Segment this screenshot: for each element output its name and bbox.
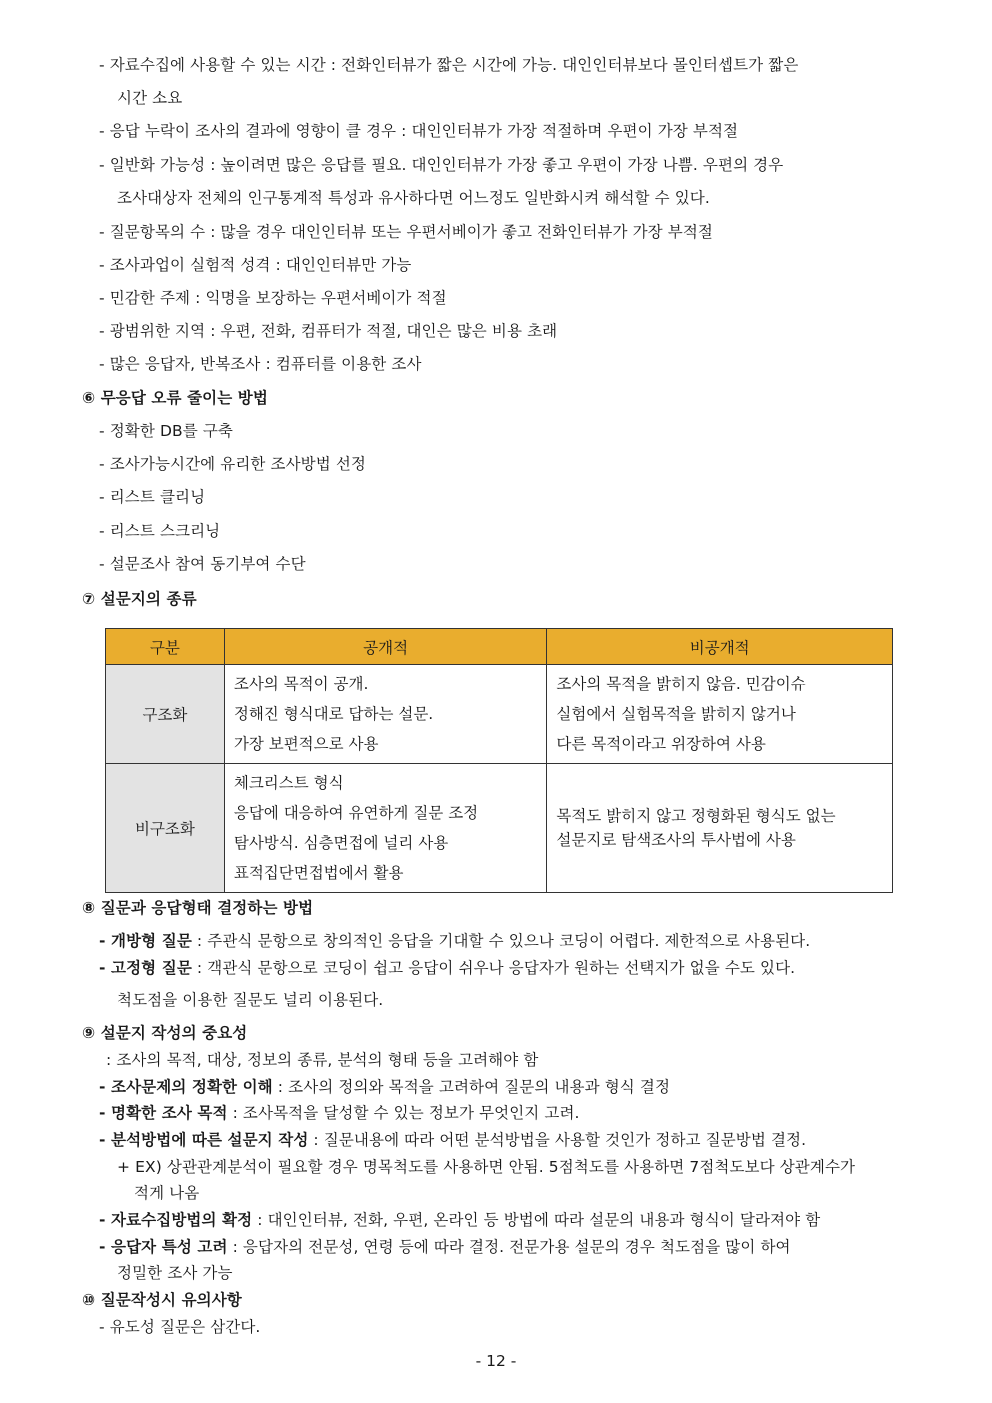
cell-line: 설문지로 탐색조사의 투사법에 사용 [556,831,796,849]
term-label: - 명확한 조사 목적 [99,1104,228,1122]
table-header-cell: 구분 [106,629,225,665]
term-text: : 조사목적을 달성할 수 있는 정보가 무엇인지 고려. [227,1104,580,1122]
list-item: - 리스트 클리닝 [99,488,206,506]
list-item [99,1237,791,1257]
section-heading-10: ⑩ 질문작성시 유의사항 [82,1291,242,1309]
list-item: - 광범위한 지역 : 우편, 전화, 컴퓨터가 적절, 대인은 많은 비용 초래 [99,322,558,340]
cell-line: 가장 보편적으로 사용 [233,735,379,753]
list-item: - 유도성 질문은 삼간다. [99,1318,261,1336]
table-header-cell: 비공개적 [547,629,893,665]
term-text: : 조사의 정의와 목적을 고려하여 질문의 내용과 형식 결정 [272,1078,671,1096]
list-item: - 질문항목의 수 : 많을 경우 대인인터뷰 또는 우편서베이가 좋고 전화인터뷰가 가장 부적절 [99,223,713,241]
term-text: : 주관식 문항으로 창의적인 응답을 기대할 수 있으나 코딩이 어렵다. 제한적으로 사용된다. [191,932,811,950]
cell-line: 응답에 대응하여 유연하게 질문 조정 [233,804,479,822]
list-item-continuation: 시간 소요 [117,89,183,107]
list-item-continuation: 조사대상자 전체의 인구통계적 특성과 유사하다면 어느정도 일반화시켜 해석할 수 있다. [117,189,710,207]
cell-line: 체크리스트 형식 [233,774,344,792]
cell-line: 목적도 밝히지 않고 정형화된 형식도 없는 [556,807,836,825]
list-item [99,958,795,978]
example-line-continuation: 적게 나옴 [134,1184,200,1202]
list-item: - 조사과업이 실험적 성격 : 대인인터뷰만 가능 [99,256,412,274]
table-row [106,764,893,893]
table-cell [224,764,547,893]
section-intro: : 조사의 목적, 대상, 정보의 종류, 분석의 형태 등을 고려해야 함 [106,1051,539,1069]
list-item: - 조사가능시간에 유리한 조사방법 선정 [99,455,366,473]
cell-line: 정해진 형식대로 답하는 설문. [233,705,434,723]
cell-line: 조사의 목적이 공개. [233,675,369,693]
list-item: - 정확한 DB를 구축 [99,422,233,440]
list-item: - 설문조사 참여 동기부여 수단 [99,555,306,573]
cell-line: 탐사방식. 심층면접에 널리 사용 [233,834,449,852]
term-label: - 분석방법에 따른 설문지 작성 [99,1131,309,1149]
list-item: - 일반화 가능성 : 높이려면 많은 응답를 필요. 대인인터뷰가 가장 좋고 우편이 가장 나쁨. 우편의 경우 [99,156,784,174]
questionnaire-types-table [105,628,893,893]
list-item [99,1103,580,1123]
section-heading-7: ⑦ 설문지의 종류 [82,590,197,608]
list-item [99,931,810,951]
table-row [106,665,893,764]
cell-line: 조사의 목적을 밝히지 않음. 민감이슈 [556,675,806,693]
term-label: - 응답자 특성 고려 [99,1238,228,1256]
list-item: - 자료수집에 사용할 수 있는 시간 : 전화인터뷰가 짧은 시간에 가능. 대인인터뷰보다 몰인터셉트가 짧은 [99,56,799,74]
page-number: - 12 - [475,1352,517,1370]
list-item-continuation: 척도점을 이용한 질문도 널리 이용된다. [117,991,384,1009]
table-header-row [106,629,893,665]
section-heading-8: ⑧ 질문과 응답형태 결정하는 방법 [82,899,314,917]
table-cell [547,764,893,893]
list-item: - 민감한 주제 : 익명을 보장하는 우편서베이가 적절 [99,289,447,307]
list-item [99,1130,806,1150]
cell-line: 다른 목적이라고 위장하여 사용 [556,735,766,753]
cell-line: 실험에서 실험목적을 밝히지 않거나 [556,705,796,723]
row-label: 구조화 [106,665,225,764]
section-heading-9: ⑨ 설문지 작성의 중요성 [82,1024,248,1042]
term-label: - 개방형 질문 [99,932,192,950]
section-heading-6: ⑥ 무응답 오류 줄이는 방법 [82,389,268,407]
table-header-cell: 공개적 [224,629,547,665]
term-text: : 객관식 문항으로 코딩이 쉽고 응답이 쉬우나 응답자가 원하는 선택지가 없을 수도 있다. [191,959,796,977]
list-item [99,1077,670,1097]
list-item: - 리스트 스크리닝 [99,522,221,540]
table-cell [224,665,547,764]
table-cell [547,665,893,764]
term-text: : 대인인터뷰, 전화, 우편, 온라인 등 방법에 따라 설문의 내용과 형식이 달라져야 함 [252,1211,821,1229]
cell-line: 표적집단면접법에서 활용 [233,864,404,882]
row-label: 비구조화 [106,764,225,893]
term-label: - 자료수집방법의 확정 [99,1211,253,1229]
term-text: : 질문내용에 따라 어떤 분석방법을 사용할 것인가 정하고 질문방법 결정. [308,1131,807,1149]
list-item: - 응답 누락이 조사의 결과에 영향이 클 경우 : 대인인터뷰가 가장 적절하며 우편이 가장 부적절 [99,122,739,140]
term-text: : 응답자의 전문성, 연령 등에 따라 결정. 전문가용 설문의 경우 척도점을 많이 하여 [227,1238,791,1256]
term-label: - 조사문제의 정확한 이해 [99,1078,273,1096]
example-line: + EX) 상관관계분석이 필요할 경우 명목척도를 사용하면 안됨. 5점척도를 사용하면 7점척도보다 상관계수가 [117,1158,856,1176]
list-item [99,1210,820,1230]
list-item-continuation: 정밀한 조사 가능 [117,1264,233,1282]
term-label: - 고정형 질문 [99,959,192,977]
list-item: - 많은 응답자, 반복조사 : 컴퓨터를 이용한 조사 [99,355,422,373]
